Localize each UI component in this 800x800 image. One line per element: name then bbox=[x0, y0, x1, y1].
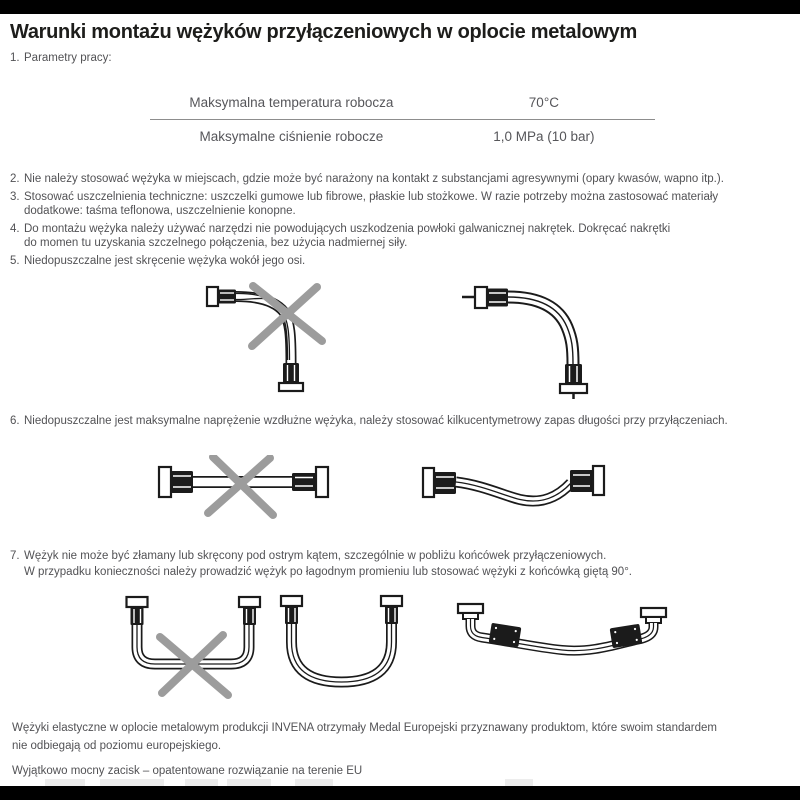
list-item-line: Niedopuszczalne jest maksymalne naprężenie wzdłużne wężyka, należy stosować kilkucentymetrowy zapas długości przy przyłączeniach. bbox=[24, 415, 728, 427]
figure-hose-smooth-bend-correct bbox=[278, 594, 408, 704]
award-note-line: nie odbiegają od poziomu europejskiego. bbox=[12, 740, 222, 752]
cropped-image-remnant bbox=[185, 779, 218, 786]
list-item-line: Stosować uszczelnienia techniczne: uszczelki gumowe lub fibrowe, płaskie lub stożkowe. W razie potrzeby można zastosować materiały bbox=[24, 191, 719, 203]
list-number: 1. bbox=[10, 52, 20, 64]
figure-hose-angled-ends-correct bbox=[452, 598, 672, 678]
hose-body bbox=[292, 624, 392, 682]
cropped-image-remnant bbox=[505, 779, 533, 786]
award-note bbox=[12, 719, 792, 755]
list-number: 7. bbox=[10, 550, 20, 562]
list-item-4 bbox=[10, 222, 795, 250]
hose-fitting bbox=[159, 467, 193, 497]
list-number: 6. bbox=[10, 415, 20, 427]
list-item-line: do momen tu uzyskania szczelnego połączenia, bez użycia nadmiernej siły. bbox=[24, 237, 408, 249]
list-item-line: Nie należy stosować wężyka w miejscach, gdzie może być narażony na kontakt z substancjami agresywnymi (opary kwasów, wapno itp.). bbox=[24, 173, 724, 185]
figure-hose-slack-correct bbox=[420, 458, 610, 518]
list-item-text: Parametry pracy: bbox=[24, 52, 112, 64]
list-item-2 bbox=[10, 172, 795, 186]
hose-fitting bbox=[207, 287, 236, 306]
list-item-line: dodatkowe: taśma teflonowa, uszczelnienie konopne. bbox=[24, 205, 296, 217]
table-cell-label: Maksymalne ciśnienie robocze bbox=[199, 129, 384, 144]
list-item-line: W przypadku konieczności należy prowadzić wężyk po łagodnym promieniu lub stosować wężyki z końcówką giętą 90°. bbox=[24, 565, 632, 578]
table-row bbox=[150, 120, 655, 153]
table-row bbox=[150, 86, 655, 119]
hose-fitting bbox=[381, 596, 402, 624]
hose-fitting bbox=[570, 466, 604, 495]
hose-body bbox=[456, 482, 571, 501]
list-item-line: Do montażu wężyka należy używać narzędzi nie powodujących uszkodzenia powłoki galwanicznej nakrętek. Dokręcać nakrętki bbox=[24, 223, 671, 235]
page-title: Warunki montażu wężyków przyłączeniowych w oplocie metalowym bbox=[10, 21, 637, 43]
figure-hose-bent-correct bbox=[460, 280, 595, 400]
hose-fitting bbox=[281, 596, 302, 624]
list-item-7 bbox=[10, 549, 795, 580]
list-item-5 bbox=[10, 254, 795, 268]
hose-fitting bbox=[641, 608, 666, 623]
patent-note: Wyjątkowo mocny zacisk – opatentowane rozwiązanie na terenie EU bbox=[12, 765, 363, 777]
hose-fitting bbox=[239, 597, 260, 625]
hose-fitting bbox=[279, 363, 303, 391]
award-note-line: Wężyki elastyczne w oplocie metalowym produkcji INVENA otrzymały Medal Europejski przyznawany produktom, które swoim standardem bbox=[12, 722, 717, 734]
parameters-table bbox=[150, 86, 655, 153]
list-number: 3. bbox=[10, 191, 20, 203]
cropped-image-remnant bbox=[295, 779, 333, 786]
figure-hose-sharp-bend-wrong bbox=[125, 594, 280, 709]
list-item-6 bbox=[10, 414, 795, 428]
top-black-bar bbox=[0, 0, 800, 14]
hose-fitting bbox=[423, 468, 456, 497]
hose-fitting bbox=[560, 364, 587, 399]
list-item-3 bbox=[10, 190, 795, 218]
list-item-line: Niedopuszczalne jest skręcenie wężyka wokół jego osi. bbox=[24, 255, 306, 267]
list-item-line: Wężyk nie może być złamany lub skręcony pod ostrym kątem, szczególnie w pobliżu końcówek przyłączeniowych. bbox=[24, 550, 607, 562]
figure-hose-taut-wrong bbox=[155, 455, 335, 525]
table-cell-label: Maksymalna temperatura robocza bbox=[189, 95, 394, 110]
hose-body bbox=[236, 293, 291, 363]
cropped-image-remnant bbox=[45, 779, 85, 786]
cropped-image-remnant bbox=[227, 779, 271, 786]
figure-hose-twisted-wrong bbox=[200, 280, 330, 395]
list-number: 4. bbox=[10, 223, 20, 235]
table-cell-value: 1,0 MPa (10 bar) bbox=[493, 129, 595, 144]
list-number: 2. bbox=[10, 173, 20, 185]
list-item-1 bbox=[10, 52, 112, 64]
hose-fitting bbox=[462, 287, 508, 308]
hose-body bbox=[508, 297, 573, 364]
list-number: 5. bbox=[10, 255, 20, 267]
hose-fitting bbox=[127, 597, 148, 625]
hose-fitting bbox=[458, 604, 483, 619]
table-cell-value: 70°C bbox=[528, 95, 559, 110]
hose-fitting bbox=[292, 467, 328, 497]
bottom-black-bar bbox=[0, 786, 800, 800]
instruction-list bbox=[10, 172, 795, 272]
cropped-image-remnant bbox=[100, 779, 164, 786]
